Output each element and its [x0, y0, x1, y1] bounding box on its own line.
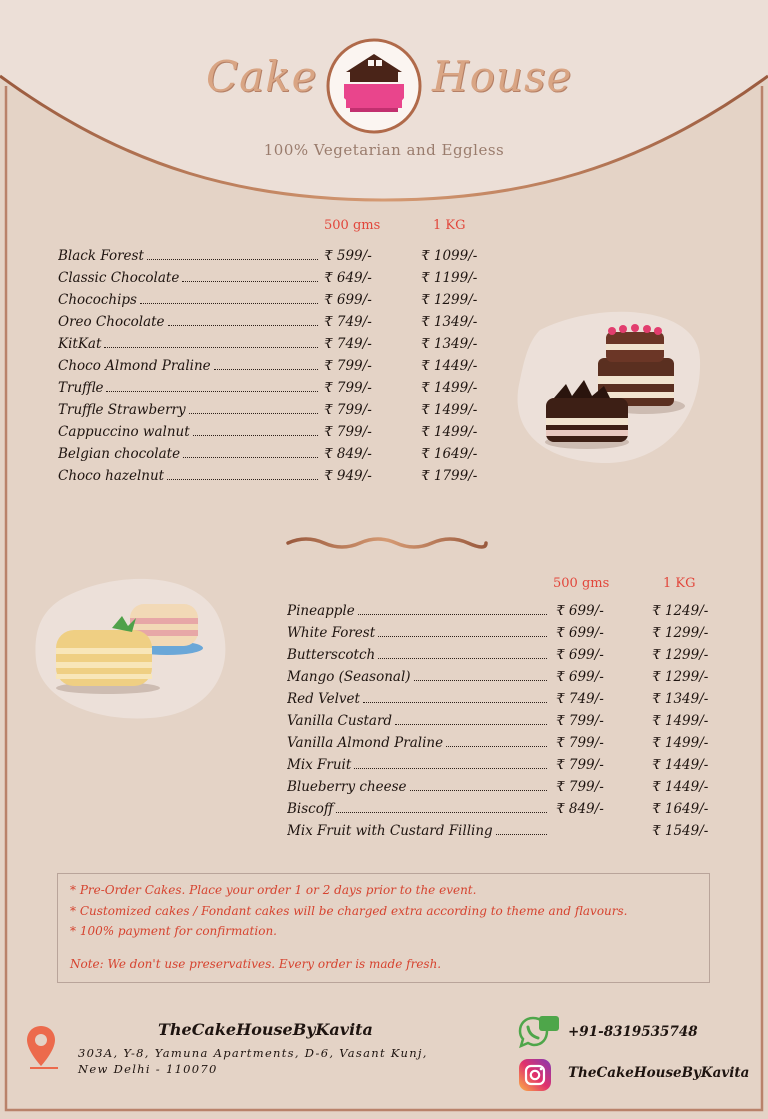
price-500g: ₹ 799/-: [556, 757, 604, 773]
price-500g: ₹ 699/-: [556, 647, 604, 663]
price-500g: ₹ 649/-: [324, 270, 372, 286]
dot-leader: [363, 702, 547, 703]
item-name: Truffle: [58, 380, 104, 396]
price-1kg: ₹ 1099/-: [421, 248, 478, 264]
dot-leader: [167, 479, 318, 480]
notes-box: [57, 873, 710, 983]
price-500g: ₹ 799/-: [324, 380, 372, 396]
item-name: Truffle Strawberry: [58, 402, 186, 418]
phone-number[interactable]: +91-8319535748: [568, 1024, 698, 1040]
menu-a-col-500g: 500 gms: [324, 218, 381, 233]
dot-leader: [378, 658, 547, 659]
menu-item: [287, 735, 727, 757]
item-name: KitKat: [58, 336, 102, 352]
price-1kg: ₹ 1499/-: [421, 424, 478, 440]
menu-item: [58, 248, 498, 270]
price-500g: ₹ 799/-: [324, 402, 372, 418]
price-500g: ₹ 699/-: [556, 669, 604, 685]
menu-a-col-1kg: 1 KG: [433, 218, 466, 233]
dot-leader: [358, 614, 547, 615]
item-name: Choco hazelnut: [58, 468, 165, 484]
menu-item: [58, 292, 498, 314]
menu-item: [58, 402, 498, 424]
chocolate-cakes-illustration: [540, 318, 690, 453]
dot-leader: [354, 768, 547, 769]
price-1kg: ₹ 1299/-: [652, 625, 709, 641]
dot-leader: [336, 812, 547, 813]
price-1kg: ₹ 1249/-: [652, 603, 709, 619]
menu-b-col-500g: 500 gms: [553, 576, 610, 591]
dot-leader: [183, 457, 318, 458]
menu-item: [58, 380, 498, 402]
dot-leader: [214, 369, 318, 370]
menu-item: [287, 669, 727, 691]
menu-item: [287, 801, 727, 823]
price-500g: ₹ 799/-: [324, 358, 372, 374]
dot-leader: [140, 303, 318, 304]
price-1kg: ₹ 1299/-: [652, 669, 709, 685]
price-1kg: ₹ 1449/-: [652, 757, 709, 773]
price-500g: ₹ 699/-: [556, 603, 604, 619]
menu-b-list: [287, 603, 727, 845]
note-customized: * Customized cakes / Fondant cakes will be charged extra according to theme and flavours.: [70, 903, 628, 918]
menu-item: [58, 270, 498, 292]
vanilla-cakes-illustration: [52, 596, 207, 696]
price-500g: ₹ 849/-: [324, 446, 372, 462]
item-name: Choco Almond Praline: [58, 358, 211, 374]
price-1kg: ₹ 1499/-: [652, 735, 709, 751]
menu-item: [287, 713, 727, 735]
location-pin-icon: [24, 1024, 58, 1072]
item-name: Biscoff: [287, 801, 334, 817]
price-500g: ₹ 599/-: [324, 248, 372, 264]
note-payment: * 100% payment for confirmation.: [70, 924, 277, 938]
item-name: Mango (Seasonal): [287, 669, 411, 685]
item-name: Mix Fruit with Custard Filling: [287, 823, 493, 839]
menu-a-list: [58, 248, 498, 490]
price-1kg: ₹ 1449/-: [652, 779, 709, 795]
menu-item: [287, 603, 727, 625]
menu-item: [58, 314, 498, 336]
address-line-2: New Delhi - 110070: [78, 1062, 218, 1076]
menu-item: [287, 757, 727, 779]
item-name: Mix Fruit: [287, 757, 352, 773]
dot-leader: [410, 790, 547, 791]
dot-leader: [193, 435, 318, 436]
price-500g: ₹ 949/-: [324, 468, 372, 484]
whatsapp-icon[interactable]: [517, 1014, 561, 1052]
price-500g: ₹ 749/-: [324, 336, 372, 352]
price-1kg: ₹ 1299/-: [652, 647, 709, 663]
dot-leader: [395, 724, 547, 725]
dot-leader: [378, 636, 547, 637]
dot-leader: [496, 834, 547, 835]
item-name: Classic Chocolate: [58, 270, 180, 286]
dot-leader: [104, 347, 318, 348]
price-500g: ₹ 699/-: [556, 625, 604, 641]
note-preorder: * Pre-Order Cakes. Place your order 1 or 2 days prior to the event.: [70, 883, 477, 897]
price-1kg: ₹ 1649/-: [652, 801, 709, 817]
price-1kg: ₹ 1549/-: [652, 823, 709, 839]
brand-word-cake: Cake: [206, 52, 318, 101]
menu-item: [58, 336, 498, 358]
price-500g: ₹ 749/-: [324, 314, 372, 330]
menu-item: [287, 647, 727, 669]
dot-leader: [147, 259, 318, 260]
price-1kg: ₹ 1799/-: [421, 468, 478, 484]
brand-word-house: House: [432, 52, 573, 101]
price-500g: ₹ 849/-: [556, 801, 604, 817]
menu-item: [287, 691, 727, 713]
price-500g: ₹ 699/-: [324, 292, 372, 308]
item-name: Cappuccino walnut: [58, 424, 190, 440]
menu-item: [287, 779, 727, 801]
item-name: White Forest: [287, 625, 376, 641]
price-500g: ₹ 799/-: [556, 735, 604, 751]
item-name: Chocochips: [58, 292, 137, 308]
menu-item: [287, 625, 727, 647]
item-name: Belgian chocolate: [58, 446, 181, 462]
dot-leader: [182, 281, 318, 282]
item-name: Oreo Chocolate: [58, 314, 165, 330]
instagram-icon[interactable]: [518, 1058, 552, 1092]
menu-item: [58, 468, 498, 490]
price-1kg: ₹ 1649/-: [421, 446, 478, 462]
dot-leader: [189, 413, 318, 414]
dot-leader: [106, 391, 318, 392]
dot-leader: [168, 325, 318, 326]
menu-b-col-1kg: 1 KG: [663, 576, 696, 591]
price-1kg: ₹ 1449/-: [421, 358, 478, 374]
menu-item: [58, 358, 498, 380]
price-500g: ₹ 799/-: [556, 713, 604, 729]
instagram-handle[interactable]: TheCakeHouseByKavita: [568, 1065, 750, 1081]
price-1kg: ₹ 1499/-: [421, 380, 478, 396]
note-preservatives: Note: We don't use preservatives. Every order is made fresh.: [70, 956, 442, 971]
item-name: Butterscotch: [287, 647, 376, 663]
price-500g: ₹ 799/-: [324, 424, 372, 440]
dot-leader: [414, 680, 547, 681]
price-500g: ₹ 749/-: [556, 691, 604, 707]
dot-leader: [446, 746, 547, 747]
business-name: TheCakeHouseByKavita: [158, 1020, 373, 1039]
price-1kg: ₹ 1349/-: [421, 336, 478, 352]
item-name: Black Forest: [58, 248, 144, 264]
address-line-1: 303A, Y-8, Yamuna Apartments, D-6, Vasant Kunj,: [78, 1046, 428, 1060]
price-1kg: ₹ 1199/-: [421, 270, 478, 286]
price-1kg: ₹ 1499/-: [421, 402, 478, 418]
item-name: Blueberry cheese: [287, 779, 407, 795]
price-1kg: ₹ 1349/-: [421, 314, 478, 330]
item-name: Vanilla Almond Praline: [287, 735, 444, 751]
menu-item: [287, 823, 727, 845]
cake-house-logo-icon: [324, 36, 424, 136]
price-1kg: ₹ 1499/-: [652, 713, 709, 729]
menu-item: [58, 446, 498, 468]
price-1kg: ₹ 1299/-: [421, 292, 478, 308]
price-1kg: ₹ 1349/-: [652, 691, 709, 707]
item-name: Vanilla Custard: [287, 713, 393, 729]
tagline: 100% Vegetarian and Eggless: [263, 141, 505, 159]
price-500g: ₹ 799/-: [556, 779, 604, 795]
menu-item: [58, 424, 498, 446]
item-name: Pineapple: [287, 603, 355, 619]
item-name: Red Velvet: [287, 691, 360, 707]
